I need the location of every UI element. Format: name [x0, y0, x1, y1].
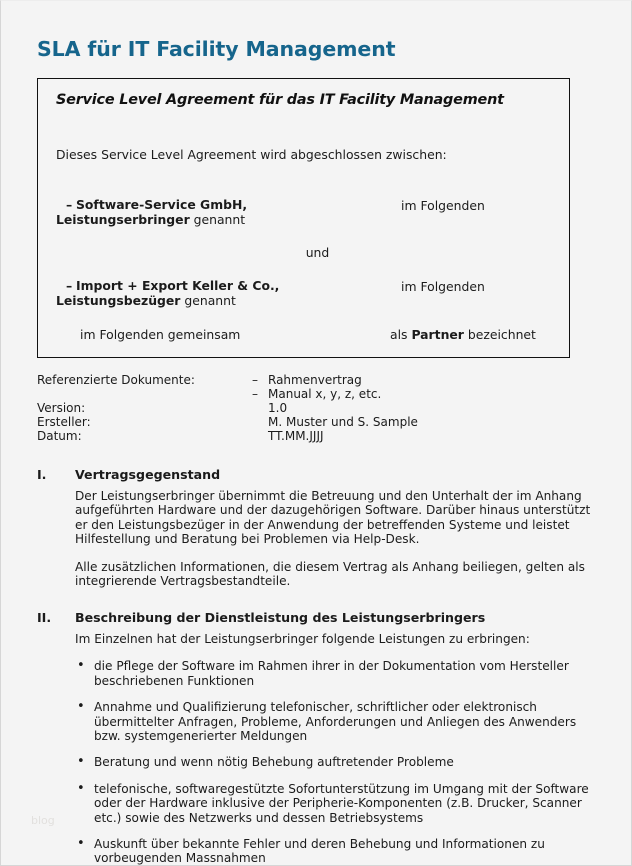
party-two-note: im Folgenden — [401, 279, 485, 294]
conjunction-line — [38, 245, 569, 260]
section-ii-title: Beschreibung der Dienstleistung des Leistungserbringers — [75, 610, 486, 625]
list-item — [75, 700, 603, 743]
list-item-text: telefonische, softwaregestützte Sofortunterstützung im Umgang mit der Software oder der Hardware inklusive der Peripherie-Komponenten (z.B. Drucker, Scanner etc.) sowie des Netzwerks und dessen Betriebsystems — [94, 781, 589, 825]
metadata-row — [37, 401, 577, 415]
bullet-dot-icon: • — [77, 754, 85, 770]
joint-prefix: als — [390, 327, 412, 342]
joint-partner-word: Partner — [411, 327, 464, 342]
metadata-value — [252, 401, 287, 415]
conjunction-text: und — [305, 245, 330, 260]
section-i — [37, 467, 603, 588]
list-item-text: Auskunft über bekannte Fehler und deren Behebung und Informationen zu vorbeugenden Massnahmen — [94, 837, 545, 866]
metadata-row — [37, 429, 577, 443]
metadata-value — [252, 373, 362, 387]
metadata-value-text: Manual x, y, z, etc. — [268, 387, 382, 402]
section-ii-heading — [37, 610, 603, 625]
metadata-value — [252, 429, 324, 443]
list-item — [75, 837, 603, 866]
list-item — [75, 755, 603, 769]
metadata-row — [37, 415, 577, 429]
section-i-heading — [37, 467, 603, 482]
list-item-text: die Pflege der Software im Rahmen ihrer in der Dokumentation vom Hersteller beschriebenen Funktionen — [94, 659, 569, 688]
party-two-role-suffix: genannt — [180, 292, 236, 308]
blog-watermark: blog — [31, 814, 55, 827]
metadata-value — [252, 415, 418, 429]
party-one-note: im Folgenden — [401, 198, 485, 213]
page-title: SLA für IT Facility Management — [37, 37, 396, 61]
section-i-paragraph: Der Leistungserbringer übernimmt die Betreuung und den Unterhalt der im Anhang aufgeführten Hardware und der dazugehörigen Software. Darüber hinaus unterstützt er den Leistungsbezüger in der Anwendung der betreffenden Systeme und leistet Hilfestellung und Beratung bei Problemen via Help-Desk. — [75, 489, 591, 547]
section-i-number: I. — [37, 467, 47, 482]
metadata-dash: – — [252, 373, 258, 387]
party-one-dash: – — [66, 197, 73, 212]
section-ii-number: II. — [37, 610, 52, 625]
party-two-name: Import + Export Keller & Co., — [76, 278, 280, 293]
metadata-value-text: TT.MM.JJJJ — [268, 429, 324, 444]
agreement-box — [37, 78, 570, 358]
metadata-label: Datum: — [37, 429, 82, 444]
bullet-dot-icon: • — [77, 699, 85, 715]
metadata-row — [37, 373, 577, 387]
metadata-value-text: M. Muster und S. Sample — [268, 415, 418, 430]
party-one-main — [56, 198, 386, 227]
section-ii-body — [75, 632, 603, 866]
metadata-table — [37, 373, 577, 443]
bullet-dot-icon: • — [77, 780, 85, 796]
list-item-text: Annahme und Qualifizierung telefonischer, schriftlicher oder elektronisch übermittelter Anfragen, Probleme, Anforderungen und Anliegen des Anwenders bzw. systemgenerierter Meldungen — [94, 700, 577, 744]
metadata-label — [37, 387, 252, 401]
metadata-value-text: Rahmenvertrag — [268, 373, 362, 387]
bullet-dot-icon: • — [77, 836, 85, 852]
party-two-role: Leistungsbezüger — [56, 292, 181, 308]
party-two-dash: – — [66, 278, 73, 293]
metadata-row — [37, 387, 577, 401]
metadata-value — [252, 387, 381, 401]
metadata-label: Ersteller: — [37, 415, 91, 430]
metadata-label: Referenzierte Dokumente: — [37, 373, 195, 387]
bullet-dot-icon: • — [77, 658, 85, 674]
section-ii-paragraph: Im Einzelnen hat der Leistungserbringer folgende Leistungen zu erbringen: — [75, 632, 530, 646]
section-i-body — [75, 489, 603, 588]
list-item — [75, 659, 603, 688]
party-one-role-suffix: genannt — [189, 211, 246, 227]
party-two-main — [56, 279, 386, 308]
section-i-title: Vertragsgegenstand — [75, 467, 221, 482]
metadata-label: Version: — [37, 401, 86, 416]
metadata-value-text: 1.0 — [268, 401, 288, 416]
agreement-heading: Service Level Agreement für das IT Facility Management — [56, 92, 504, 108]
section-ii — [37, 610, 603, 866]
agreement-intro: Dieses Service Level Agreement wird abgeschlossen zwischen: — [56, 147, 447, 162]
service-bullet-list — [75, 659, 603, 865]
party-one-role: Leistungserbringer — [56, 211, 190, 227]
party-one-name: Software-Service GmbH, — [76, 197, 248, 212]
joint-suffix: bezeichnet — [463, 327, 536, 342]
section-i-paragraph: Alle zusätzlichen Informationen, die diesem Vertrag als Anhang beiliegen, gelten als integrierende Vertragsbestandteile. — [75, 559, 585, 589]
joint-left-text: im Folgenden gemeinsam — [80, 327, 241, 342]
list-item — [75, 782, 603, 825]
metadata-dash: – — [252, 387, 258, 402]
list-item-text: Beratung und wenn nötig Behebung auftretender Probleme — [94, 755, 454, 770]
joint-right-text — [390, 327, 536, 342]
